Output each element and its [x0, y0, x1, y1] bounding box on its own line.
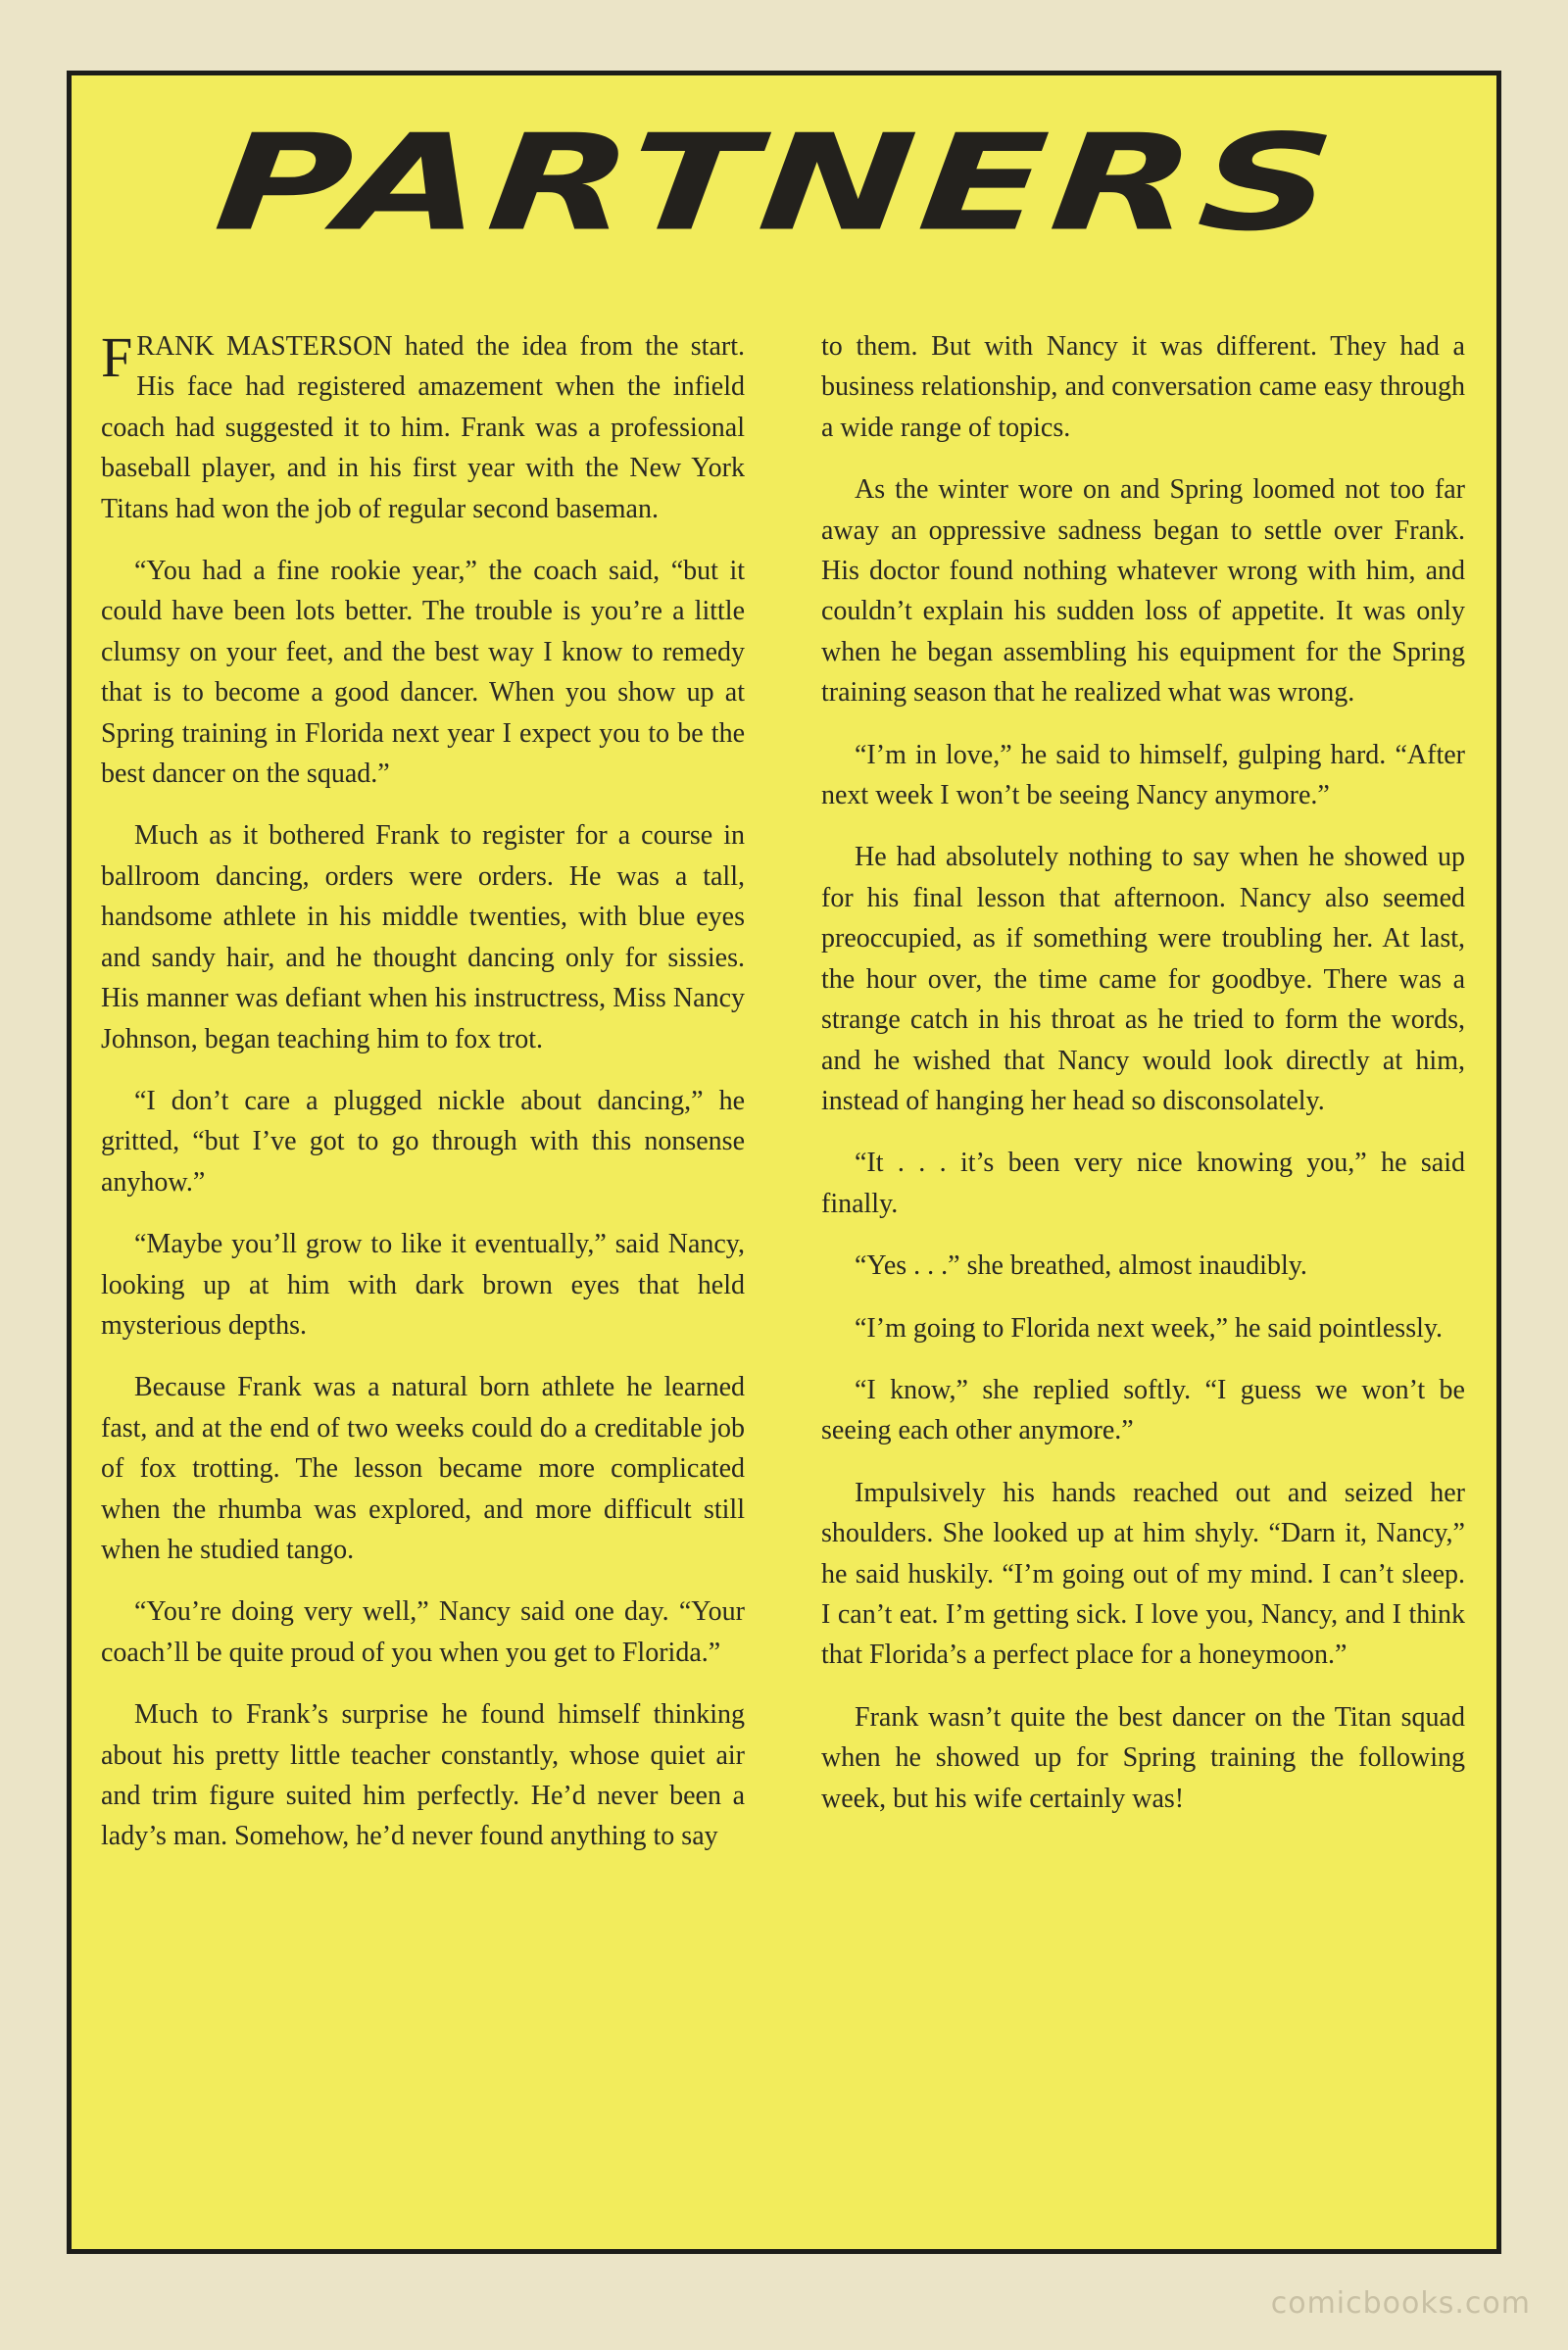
story-paragraph: He had absolutely nothing to say when he showed up for his final lesson that afternoon. Nancy also seemed preoccupied, as if something were troubling her. At last, the hour over, the time came for goodbye. There was a strange catch in his throat as he tried to form the words, and he wished that Nancy would look directly at him, instead of hanging her head so disconsolately. [821, 842, 1465, 1116]
right-column [821, 326, 1465, 1840]
story-paragraph: “I know,” she replied softly. “I guess we won’t be seeing each other anymore.” [821, 1374, 1465, 1446]
story-paragraph: Much as it bothered Frank to register for a course in ballroom dancing, orders were orders. He was a tall, handsome athlete in his middle twenties, with blue eyes and sandy hair, and he thought dancing only for sissies. His manner was defiant when his instructress, Miss Nancy Johnson, began teaching him to fox trot. [101, 820, 745, 1054]
story-paragraph: Impulsively his hands reached out and seized her shoulders. She looked up at him shyly. “Darn it, Nancy,” he said huskily. “I’m going out of my mind. I can’t sleep. I can’t eat. I’m getting sick. I love you, Nancy, and I think that Florida’s a perfect place for a honeymoon.” [821, 1477, 1465, 1671]
story-paragraph: Frank wasn’t quite the best dancer on the Titan squad when he showed up for Spring training the following week, but his wife certainly was! [821, 1701, 1465, 1814]
story-paragraph: “I don’t care a plugged nickle about dancing,” he gritted, “but I’ve got to go through with this nonsense anyhow.” [101, 1085, 745, 1198]
story-paragraph: to them. But with Nancy it was different. They had a business relationship, and conversation came easy through a wide range of topics. [821, 331, 1465, 443]
story-paragraph: “You had a fine rookie year,” the coach said, “but it could have been lots better. The trouble is you’re a little clumsy on your feet, and the best way I know to remedy that is to become a good dancer. When you show up at Spring training in Florida next year I expect you to be the best dancer on the squad.” [101, 556, 745, 790]
text-columns [101, 326, 1467, 2229]
story-paragraph: Much to Frank’s surprise he found himself thinking about his pretty little teacher constantly, whose quiet air and trim figure suited him perfectly. He’d never been a lady’s man. Somehow, he’d never found anything to say [101, 1699, 745, 1852]
story-title: PARTNERS [209, 106, 1347, 261]
story-paragraph: “I’m going to Florida next week,” he said pointlessly. [855, 1312, 1444, 1344]
story-paragraph: “It . . . it’s been very nice knowing you,” he said finally. [821, 1148, 1465, 1219]
paragraph-text: RANK MASTERSON hated the idea from the start. His face had registered amazement when the infield coach had suggested it to him. Frank was a professional baseball player, and in his first year with the New York Titans had won the job of regular second baseman. [101, 331, 745, 524]
drop-cap: F [101, 325, 133, 389]
story-panel [67, 71, 1501, 2254]
story-paragraph: “You’re doing very well,” Nancy said one day. “Your coach’ll be quite proud of you when you get to Florida.” [101, 1596, 745, 1668]
story-paragraph: “Maybe you’ll grow to like it eventually,” said Nancy, looking up at him with dark brown eyes that held mysterious depths. [101, 1229, 745, 1341]
story-paragraph: As the winter wore on and Spring loomed not too far away an oppressive sadness began to settle over Frank. His doctor found nothing whatever wrong with him, and couldn’t explain his sudden loss of appetite. It was only when he began assembling his equipment for the Spring training season that he realized what was wrong. [821, 474, 1465, 709]
story-paragraph: “I’m in love,” he said to himself, gulping hard. “After next week I won’t be seeing Nancy anymore.” [821, 739, 1465, 811]
story-paragraph [101, 326, 745, 529]
site-watermark: comicbooks.com [1270, 2286, 1531, 2321]
story-paragraph: “Yes . . .” she breathed, almost inaudibly. [855, 1250, 1307, 1282]
left-column [101, 326, 745, 1879]
story-paragraph: Because Frank was a natural born athlete he learned fast, and at the end of two weeks could do a creditable job of fox trotting. The lesson became more complicated when the rhumba was explored, and more difficult still when he studied tango. [101, 1372, 745, 1565]
